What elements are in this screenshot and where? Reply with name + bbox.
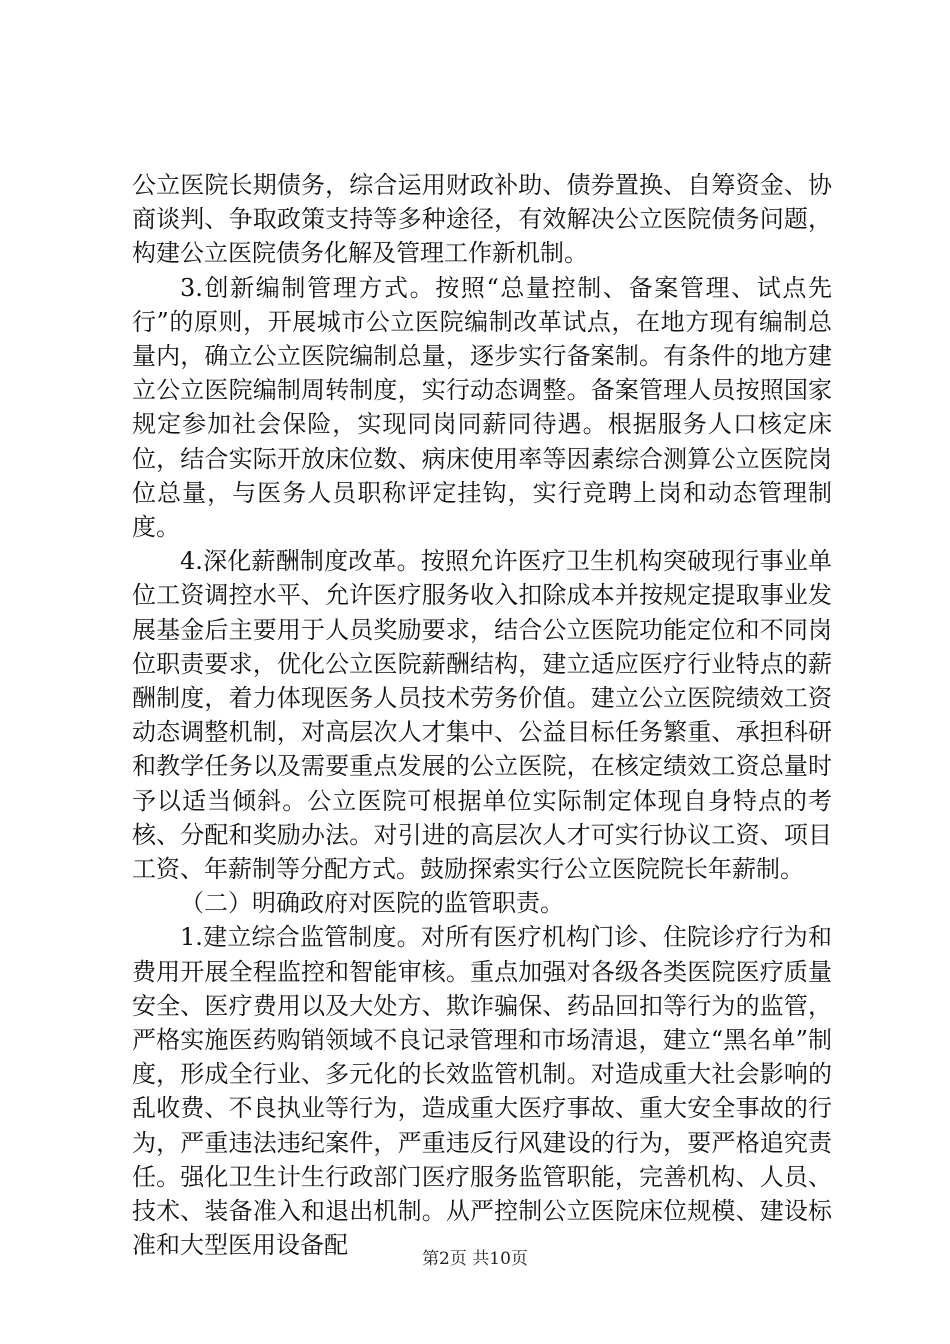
paragraph-salary-reform: 4.深化薪酬制度改革。按照允许医疗卫生机构突破现行事业单位工资调控水平、允许医疗服务收入扣除成本并按规定提取事业发展基金后主要用于人员奖励要求，结合公立医院功能定位和不同岗位职责要求，优化公立医院薪酬结构，建立适应医疗行业特点的薪酬制度，着力体现医务人员技术劳务价值。建立公立医院绩效工资动态调整机制，对高层次人才集中、公益目标任务繁重、承担科研和教学任务以及需要重点发展的公立医院，在核定绩效工资总量时予以适当倾斜。公立医院可根据单位实际制定体现自身特点的考核、分配和奖励办法。对引进的高层次人才可实行协议工资、项目工资、年薪制等分配方式。鼓励探索实行公立医院院长年薪制。 <box>132 547 832 884</box>
section-heading-supervision: （二）明确政府对医院的监管职责。 <box>180 889 564 918</box>
paragraph-staffing-reform: 3.创新编制管理方式。按照“总量控制、备案管理、试点先行”的原则，开展城市公立医院编制改革试点，在地方现有编制总量内，确立公立医院编制总量，逐步实行备案制。有条件的地方建立公立医院编制周转制度，实行动态调整。备案管理人员按照国家规定参加社会保险，实现同岗同薪同待遇。根据服务人口核定床位，结合实际开放床位数、病床使用率等因素综合测算公立医院岗位总量，与医务人员职称评定挂钩，实行竞聘上岗和动态管理制度。 <box>132 273 832 542</box>
document-body <box>132 168 832 1263</box>
page-footer: 第2页 共10页 <box>422 1249 528 1269</box>
paragraph-comprehensive-supervision: 1.建立综合监管制度。对所有医疗机构门诊、住院诊疗行为和费用开展全程监控和智能审核。重点加强对各级各类医院医疗质量安全、医疗费用以及大处方、欺诈骗保、药品回扣等行为的监管，严格实施医药购销领域不良记录管理和市场清退，建立“黑名单”制度，形成全行业、多元化的长效监管机制。对造成重大社会影响的乱收费、不良执业等行为，造成重大医疗事故、重大安全事故的行为，严重违法违纪案件，严重违反行风建设的行为，要严格追究责任。强化卫生计生行政部门医疗服务监管职能，完善机构、人员、技术、装备准入和退出机制。从严控制公立医院床位规模、建设标准和大型医用设备配 <box>132 923 832 1260</box>
paragraph-continuation: 公立医院长期债务，综合运用财政补助、债券置换、自筹资金、协商谈判、争取政策支持等多种途径，有效解决公立医院债务问题，构建公立医院债务化解及管理工作新机制。 <box>132 171 832 268</box>
